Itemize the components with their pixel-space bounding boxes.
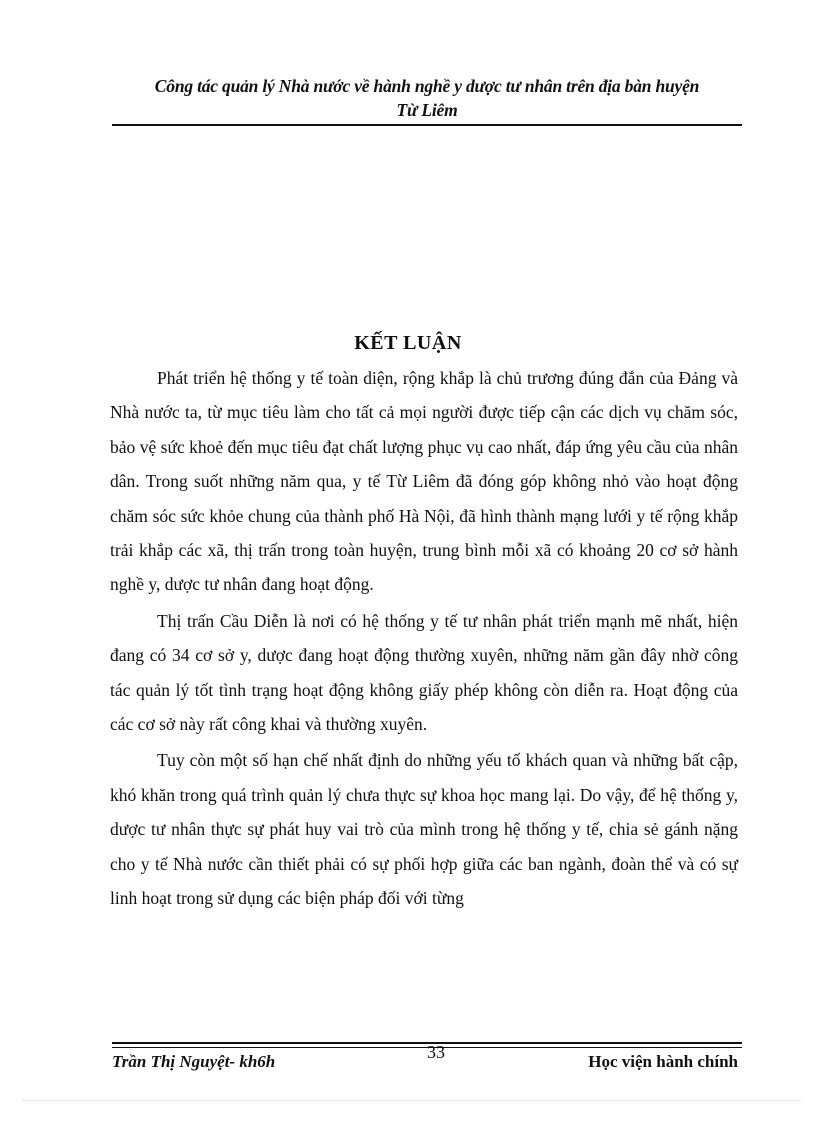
running-header-title	[112, 74, 742, 122]
footer-author: Trần Thị Nguyệt- kh6h	[112, 1052, 276, 1071]
paragraph: Phát triển hệ thống y tế toàn diện, rộng khắp là chủ trương đúng đắn của Đảng và Nhà nước ta, từ mục tiêu làm cho tất cả mọi người được tiếp cận các dịch vụ chăm sóc, bảo vệ sức khoẻ đến mục tiêu đạt chất lượng phục vụ cao nhất, đáp ứng yêu cầu của nhân dân. Trong suốt những năm qua, y tế Từ Liêm đã đóng góp không nhỏ vào hoạt động chăm sóc sức khỏe chung của thành phố Hà Nội, đã hình thành mạng lưới y tế rộng khắp trải khắp các xã, thị trấn trong toàn huyện, trung bình mỗi xã có khoảng 20 cơ sở hành nghề y, dược tư nhân đang hoạt động.	[110, 368, 738, 595]
page-bottom-border	[22, 1100, 802, 1101]
running-header-line-1: Công tác quản lý Nhà nước về hành nghề y dược tư nhân trên địa bàn huyện	[154, 76, 700, 96]
paragraph: Thị trấn Cầu Diễn là nơi có hệ thống y tế tư nhân phát triển mạnh mẽ nhất, hiện đang có 34 cơ sở y, dược đang hoạt động thường xuyên, những năm gần đây nhờ công tác quản lý tốt tình trạng hoạt động không giấy phép không còn diễn ra. Hoạt động của các cơ sở này rất công khai và thường xuyên.	[110, 610, 738, 735]
header-divider	[112, 124, 742, 126]
paragraph: Tuy còn một số hạn chế nhất định do những yếu tố khách quan và những bất cập, khó khăn trong quá trình quản lý chưa thực sự khoa học mang lại. Do vậy, để hệ thống y, dược tư nhân thực sự phát huy vai trò của mình trong hệ thống y tế, chia sẻ gánh nặng cho y tế Nhà nước cần thiết phải có sự phối hợp giữa các ban ngành, đoàn thể và có sự linh hoạt trong sử dụng các biện pháp đối với từng	[110, 750, 738, 909]
footer-institution: Học viện hành chính	[588, 1052, 738, 1071]
body-text	[110, 361, 738, 916]
running-header-line-2: Từ Liêm	[396, 100, 458, 120]
page-number: 33	[427, 1042, 445, 1062]
section-title: KẾT LUẬN	[354, 332, 462, 354]
